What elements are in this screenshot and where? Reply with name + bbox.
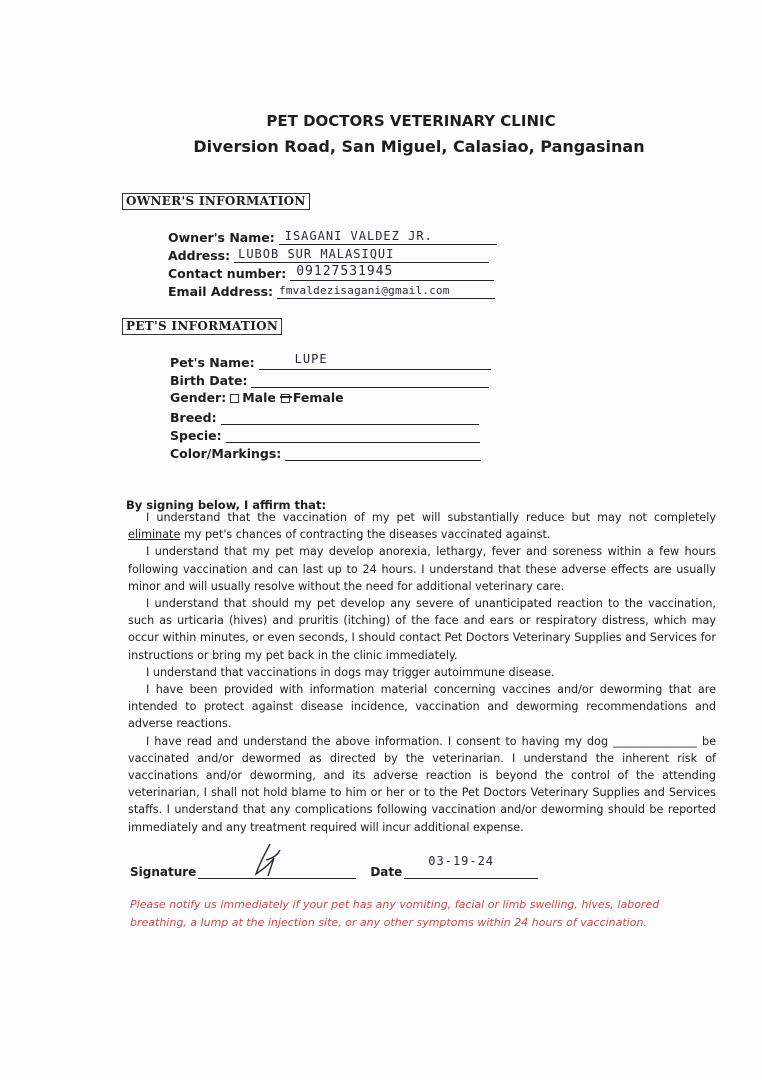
consent-paragraph-5: I have been provided with information material concerning vaccines and/or deworming that are intended to protect against disease incidence, vaccination and deworming recommendations and adverse reactions. (128, 683, 716, 731)
owner-email-field (168, 282, 495, 299)
date-value: 03-19-24 (428, 854, 495, 868)
owner-name-label: Owner's Name: (168, 230, 275, 245)
pet-birth-field (170, 371, 489, 388)
consent-body (128, 509, 716, 836)
owner-contact-field (168, 264, 494, 281)
pet-specie-field (170, 426, 480, 443)
male-label: Male (242, 390, 276, 405)
p1-text-a: I understand that the vaccination of my pet will substantially reduce but may not completely (146, 511, 716, 524)
consent-paragraph-4: I understand that vaccinations in dogs may trigger autoimmune disease. (146, 665, 555, 679)
pet-specie-label: Specie: (170, 428, 222, 443)
owner-address-line[interactable] (234, 246, 489, 263)
pet-birth-label: Birth Date: (170, 373, 248, 388)
owner-email-label: Email Address: (168, 284, 274, 299)
owner-email-value: fmvaldezisagani@gmail.com (279, 284, 450, 297)
signature-row (130, 852, 538, 879)
date-label: Date (370, 865, 403, 879)
p1-underlined-word: eliminate (128, 528, 181, 542)
post-vaccination-notice: Please notify us immediately if your pet has any vomiting, facial or limb swelling, hives, labored breathing, a lump at the injection site, or any other symptoms within 24 hours of vaccination. (130, 898, 660, 929)
signature-scribble (248, 840, 288, 880)
owner-name-line[interactable] (279, 228, 497, 245)
owner-contact-label: Contact number: (168, 266, 287, 281)
pet-name-label: Pet's Name: (170, 355, 255, 370)
owner-contact-line[interactable] (290, 264, 494, 281)
pet-color-label: Color/Markings: (170, 446, 282, 461)
pet-breed-line[interactable] (221, 408, 479, 425)
signature-line[interactable] (198, 852, 356, 879)
female-label: Female (292, 390, 344, 405)
owner-address-label: Address: (168, 248, 231, 263)
owner-name-value: ISAGANI VALDEZ JR. (284, 229, 433, 243)
owner-name-field (168, 228, 497, 245)
pet-breed-label: Breed: (170, 410, 217, 425)
clinic-address: Diversion Road, San Miguel, Calasiao, Pangasinan (193, 137, 645, 156)
clinic-name: PET DOCTORS VETERINARY CLINIC (266, 112, 556, 130)
pet-breed-field (170, 408, 479, 425)
owner-address-field (168, 246, 489, 263)
consent-paragraph-2: I understand that my pet may develop anorexia, lethargy, fever and soreness within a few hours following vaccination and can last up to 24 hours. I understand that these adverse effects are usually minor and will usually resolve without the need for additional veterinary care. (128, 545, 716, 593)
owner-address-value: LUBOB SUR MALASIQUI (238, 247, 395, 261)
pet-specie-line[interactable] (226, 426, 480, 443)
pet-gender-field (170, 390, 344, 405)
pet-birth-line[interactable] (251, 371, 489, 388)
date-line[interactable] (404, 852, 538, 879)
pet-color-line[interactable] (285, 444, 481, 461)
female-checkbox[interactable] (281, 394, 290, 403)
owner-contact-value: 09127531945 (296, 264, 394, 279)
signature-label: Signature (130, 865, 197, 879)
owner-section-heading: OWNER'S INFORMATION (122, 193, 310, 210)
pet-section-heading: PET'S INFORMATION (122, 318, 282, 335)
male-checkbox[interactable] (230, 394, 239, 403)
pet-name-field (170, 353, 491, 370)
pet-gender-label: Gender: (170, 390, 227, 405)
pet-name-value: LUPE (294, 352, 328, 366)
pet-name-line[interactable] (259, 353, 491, 370)
consent-paragraph-3: I understand that should my pet develop any severe of unanticipated reaction to the vaccination, such as urticaria (hives) and pruritis (itching) of the face and ears or respiratory distress, which may occur within minutes, or even seconds, I should contact Pet Doctors Veterinary Supplies and Services for instructions or bring my pet back in the clinic immediately. (128, 597, 716, 662)
female-check-mark (280, 396, 292, 398)
p1-text-b: my pet's chances of contracting the diseases vaccinated against. (180, 528, 551, 542)
consent-paragraph-1 (128, 509, 716, 543)
pet-color-field (170, 444, 481, 461)
consent-intro: By signing below, I affirm that: (126, 498, 327, 512)
owner-email-line[interactable] (277, 282, 495, 299)
consent-paragraph-6: I have read and understand the above information. I consent to having my dog _______________ be vaccinated and/or dewormed as directed by the veterinarian. I understand the inherent risk of vaccinations and/or deworming, and its adverse reaction is beyond the control of the attending veterinarian, I shall not hold blame to him or her or to the Pet Doctors Veterinary Supplies and Services staffs. I understand that any complications following vaccination and/or deworming should be reported immediately and any treatment required will incur additional expense. (128, 734, 716, 834)
